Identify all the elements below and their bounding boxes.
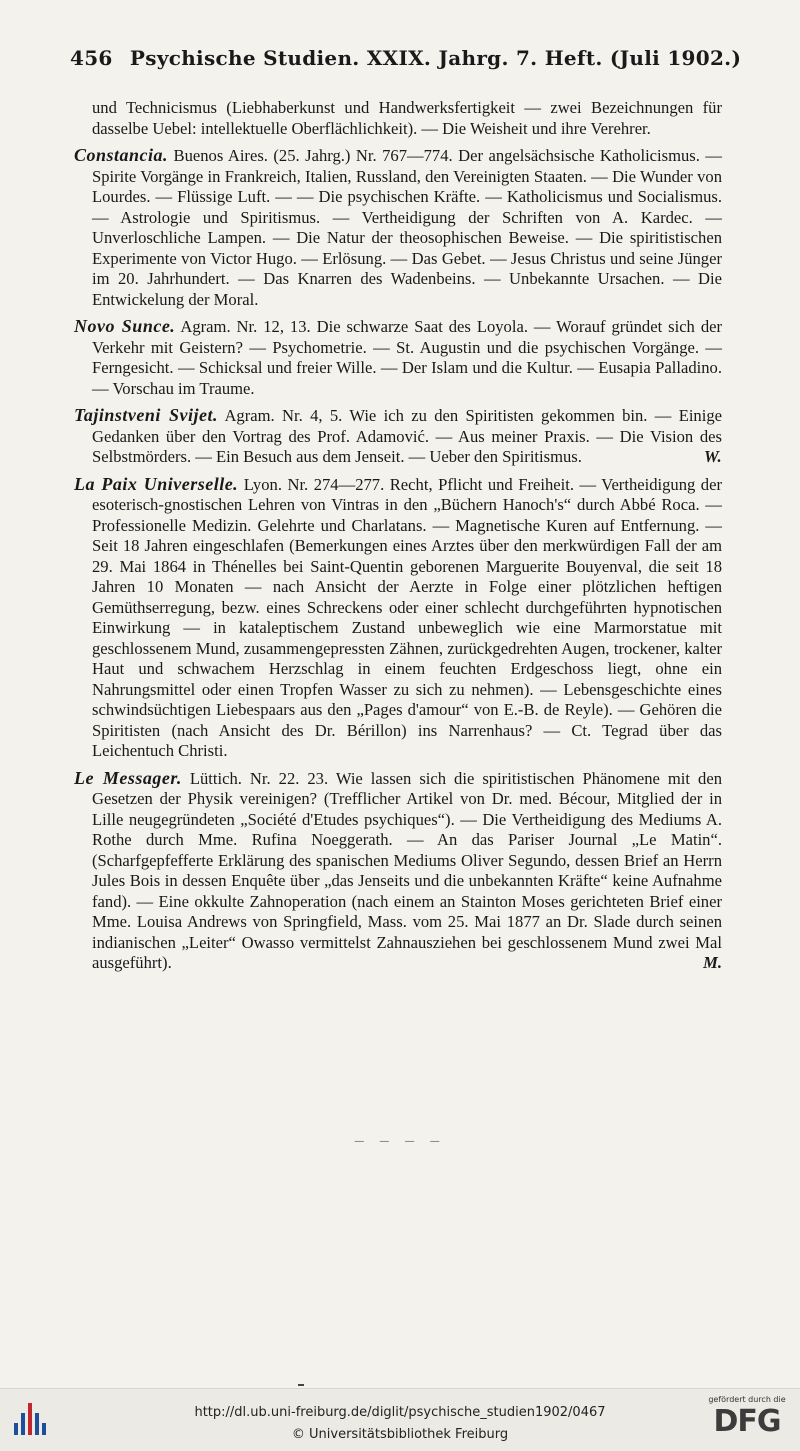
journal-text: Buenos Aires. (25. Jahrg.) Nr. 767—774. Der angelsächsische Katholicismus. — Spirite Vorgänge in Frankreich, Italien, Russland, den Vereinigten Staaten. — Die Wunder von Lourdes. — Flüssige Luft. — — Die psychischen Kräfte. — Katholicismus und Socialismus. — Astrologie und Spiritismus. — Vertheidigung der Schriften von A. Kardec. — Unverloschliche Lampen. — Die Natur der theosophischen Beweise. — Die spiritistischen Experimente von Victor Hugo. — Erlösung. — Das Gebet. — Jesus Christus und seine Jünger im 20. Jahrhundert. — Das Knarren des Wadenbeins. — Unbekannte Ursachen. — Die Entwickelung der Moral. <box>92 146 722 309</box>
journal-title: Le Messager. <box>74 767 182 788</box>
viewer-footer <box>0 1388 800 1451</box>
journal-entry <box>74 474 722 762</box>
reviewer-signature: M. <box>703 953 722 972</box>
page-body <box>74 98 722 980</box>
journal-text: Agram. Nr. 4, 5. Wie ich zu den Spiritisten gekommen bin. — Einige Gedanken über den Vortrag des Prof. Adamović. — Aus meiner Praxis. — Die Vision des Selbstmörders. — Ein Besuch aus dem Jenseit. — Ueber den Spiritismus. <box>92 406 723 466</box>
journal-text: Lüttich. Nr. 22. 23. Wie lassen sich die spiritistischen Phänomene mit den Gesetzen der Physik vereinigen? (Trefflicher Artikel von Dr. med. Bécour, Mitglied der in Lille neugegründeten „Société d'Etudes psychiques“). — Die Vertheidigung des Mediums A. Rothe durch Mme. Rufina Noeggerath. — An das Pariser Journal „Le Matin“. (Scharfgepfefferte Erklärung des spanischen Mediums Oliver Segundo, dessen Brief an Herrn Jules Bois in dessen Enquête über „das Jenseits und die unbekannten Kräfte“ keine Aufnahme fand). — Eine okkulte Zahnoperation (nach einem an Stainton Moses gerichteten Brief einer Mme. Louisa Andrews von Springfield, Mass. vom 25. Mai 1877 an Dr. Slade durch seinen indianischen „Leiter“ Owasso vermittelst Zahnausziehen bei geschlossenem Mund zwei Mal ausgeführt). <box>92 768 722 972</box>
dfg-logo-text: DFG <box>713 1404 781 1439</box>
journal-title: La Paix Universelle. <box>74 473 239 494</box>
journal-title: Novo Sunce. <box>74 316 176 336</box>
journal-title: Constancia. <box>74 145 169 165</box>
journal-entry <box>74 768 722 974</box>
journal-entry: Tajinstveni Svijet. Agram. Nr. 4, 5. Wie ich zu den Spiritisten gekommen bin. — Einige Gedanken über den Vortrag des Prof. Adamović. — Aus meiner Praxis. — Die Vision des Selbstmörders. — Ein Besuch aus dem Jenseit. — Ueber den Spiritismus. W. <box>74 405 723 466</box>
journal-entry <box>74 145 722 310</box>
dfg-caption: gefördert durch die <box>708 1395 786 1404</box>
intro-paragraph: und Technicismus (Liebhaberkunst und Handwerksfertigkeit — zwei Bezeichnungen für dasselbe Uebel: intellektuelle Oberflächlichkeit). — Die Weisheit und ihre Verehrer. <box>92 98 722 138</box>
page-edge-mark <box>298 1384 304 1386</box>
running-title: Psychische Studien. XXIX. Jahrg. 7. Heft. (Juli 1902.) <box>129 46 742 70</box>
dfg-logo <box>704 1395 790 1447</box>
permalink-url[interactable]: http://dl.ub.uni-freiburg.de/diglit/psychische_studien1902/0467 <box>194 1405 606 1420</box>
journal-title: Tajinstveni Svijet. <box>74 405 219 425</box>
journal-text: Agram. Nr. 12, 13. Die schwarze Saat des Loyola. — Worauf gründet sich der Verkehr mit Geistern? — Psychometrie. — St. Augustin und die psychischen Vorgänge. — Ferngesicht. — Schicksal und freier Wille. — Der Islam und die Kultur. — Eusapia Palladino. — Vorschau im Traume. <box>92 317 723 398</box>
journal-entry <box>74 316 722 399</box>
page-header <box>70 46 742 70</box>
page-number: 456 <box>70 46 113 70</box>
section-end-rule: — — — — <box>354 1136 446 1147</box>
copyright-notice: © Universitätsbibliothek Freiburg <box>291 1427 509 1442</box>
journal-text: Lyon. Nr. 274—277. Recht, Pflicht und Freiheit. — Vertheidigung der esoterisch-gnostischen Lehren von Vintras in den „Büchern Hanoch's“ durch Abbé Roca. — Professionelle Medizin. Gelehrte und Charlatans. — Magnetische Kuren auf Entfernung. — Seit 18 Jahren eingeschlafen (Bemerkungen eines Arztes über den merkwürdigen Fall der am 29. Mai 1864 in Thénelles bei Saint-Quentin geborenen Marguerite Bouyenval, die seit 18 Jahren 10 Monaten — nach Ansicht der Aerzte in Folge einer plötzlichen heftigen Gemüthserregung, bezw. eines Schreckens oder einer schlecht durchgeführten hypnotischen Einwirkung — in kataleptischem Zustand unbeweglich wie eine Marmorstatue mit geschlossenem Mund, zusammengepressten Zähnen, zurückgedrehten Augen, trockener, kalter Haut und schwachem Herzschlag in einem feuchten Erdgeschoss liegt, ohne ein Nahrungsmittel oder einen Tropfen Wasser zu sich zu nehmen). — Lebensgeschichte eines schwindsüchtigen Liebespaars aus den „Pages d'amour“ von E.-B. de Reyle). — Gehören die Spiritisten (nach Ansicht des Dr. Bérillon) ins Narrenhaus? — Ct. Tegrad über das Leichentuch Christi. <box>92 474 722 760</box>
